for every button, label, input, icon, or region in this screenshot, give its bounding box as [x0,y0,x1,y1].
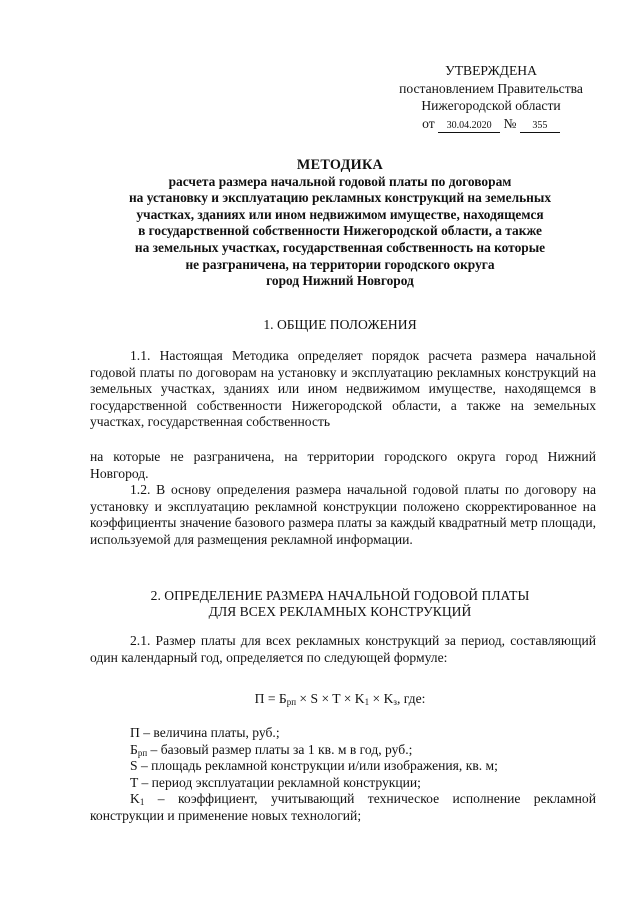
section-2-heading-line: 2. ОПРЕДЕЛЕНИЕ РАЗМЕРА НАЧАЛЬНОЙ ГОДОВОЙ ПЛАТЫ [150,588,530,603]
paragraph-1-1-body: 1.1. Настоящая Методика определяет порядок расчета размера начальной годовой платы по договорам на установку и эксплуатацию рекламных конструкций на земельных участках, зданиях или ином недвижимом имуществе, находящемся в государственной собственности Нижегородской области, а также на земельных участках, государственная собственность [90,348,596,430]
definition-brp: $Б_{рп}$ – базовый размер платы за 1 кв. м в год, руб.; [130,741,413,758]
approval-stamp [380,62,602,133]
title-line: на установку и эксплуатацию рекламных конструкций на земельных [128,190,552,206]
paragraph-1-1-tail: на которые не разграничена, на территории городского округа город Нижний Новгород. [90,449,596,481]
approval-date-number [380,115,602,133]
date-prefix: от [422,115,435,131]
title-line: не разграничена, на территории городского округа [185,256,495,272]
definition-p: П – величина платы, руб.; [130,725,280,740]
title-line: в государственной собственности Нижегородской области, а также [138,223,542,239]
approval-number: 355 [520,120,560,133]
section-2-heading-line: ДЛЯ ВСЕХ РЕКЛАМНЫХ КОНСТРУКЦИЙ [208,604,472,620]
formula-definitions [90,725,596,825]
approval-title: УТВЕРЖДЕНА [445,63,537,78]
paragraph-1-1 [90,348,596,431]
section-2-heading [90,588,590,621]
definition-k1: $K_1$ – коэффициент, учитывающий техническое исполнение рекламной конструкции и применение новых технологий; [90,791,596,823]
title-line: участках, зданиях или ином недвижимом имуществе, находящемся [136,206,544,222]
approval-line-region: Нижегородской области [421,98,561,113]
approval-line-government: постановлением Правительства [399,80,583,96]
definition-t: T – период эксплуатации рекламной конструкции; [130,774,421,790]
number-sign: № [503,115,517,131]
title-methodology: МЕТОДИКА [296,157,384,173]
paragraph-2-1: 2.1. Размер платы для всех рекламных конструкций за период, составляющий один календарный год, определяется по следующей формуле: [90,633,596,665]
title-line: расчета размера начальной годовой платы по договорам [168,173,512,189]
approval-date: 30.04.2020 [438,120,500,133]
title-line: город Нижний Новгород [266,273,414,289]
definition-s: S – площадь рекламной конструкции и/или изображения, кв. м; [130,758,498,774]
section-1-heading: 1. ОБЩИЕ ПОЛОЖЕНИЯ [263,317,417,332]
paragraph-1-2: 1.2. В основу определения размера начальной годовой платы по договору на установку и эксплуатацию рекламной конструкции положено скорректированное на коэффициенты значение базового размера платы за каждый квадратный метр площади, используемой для размещения рекламной информации. [90,482,596,547]
document-title [90,157,590,290]
payment-formula: $П = Б_{рп} \times S \times T \times K_1 \times K_з$, где: [254,691,426,707]
title-line: на земельных участках, государственная собственность на которые [134,239,546,255]
